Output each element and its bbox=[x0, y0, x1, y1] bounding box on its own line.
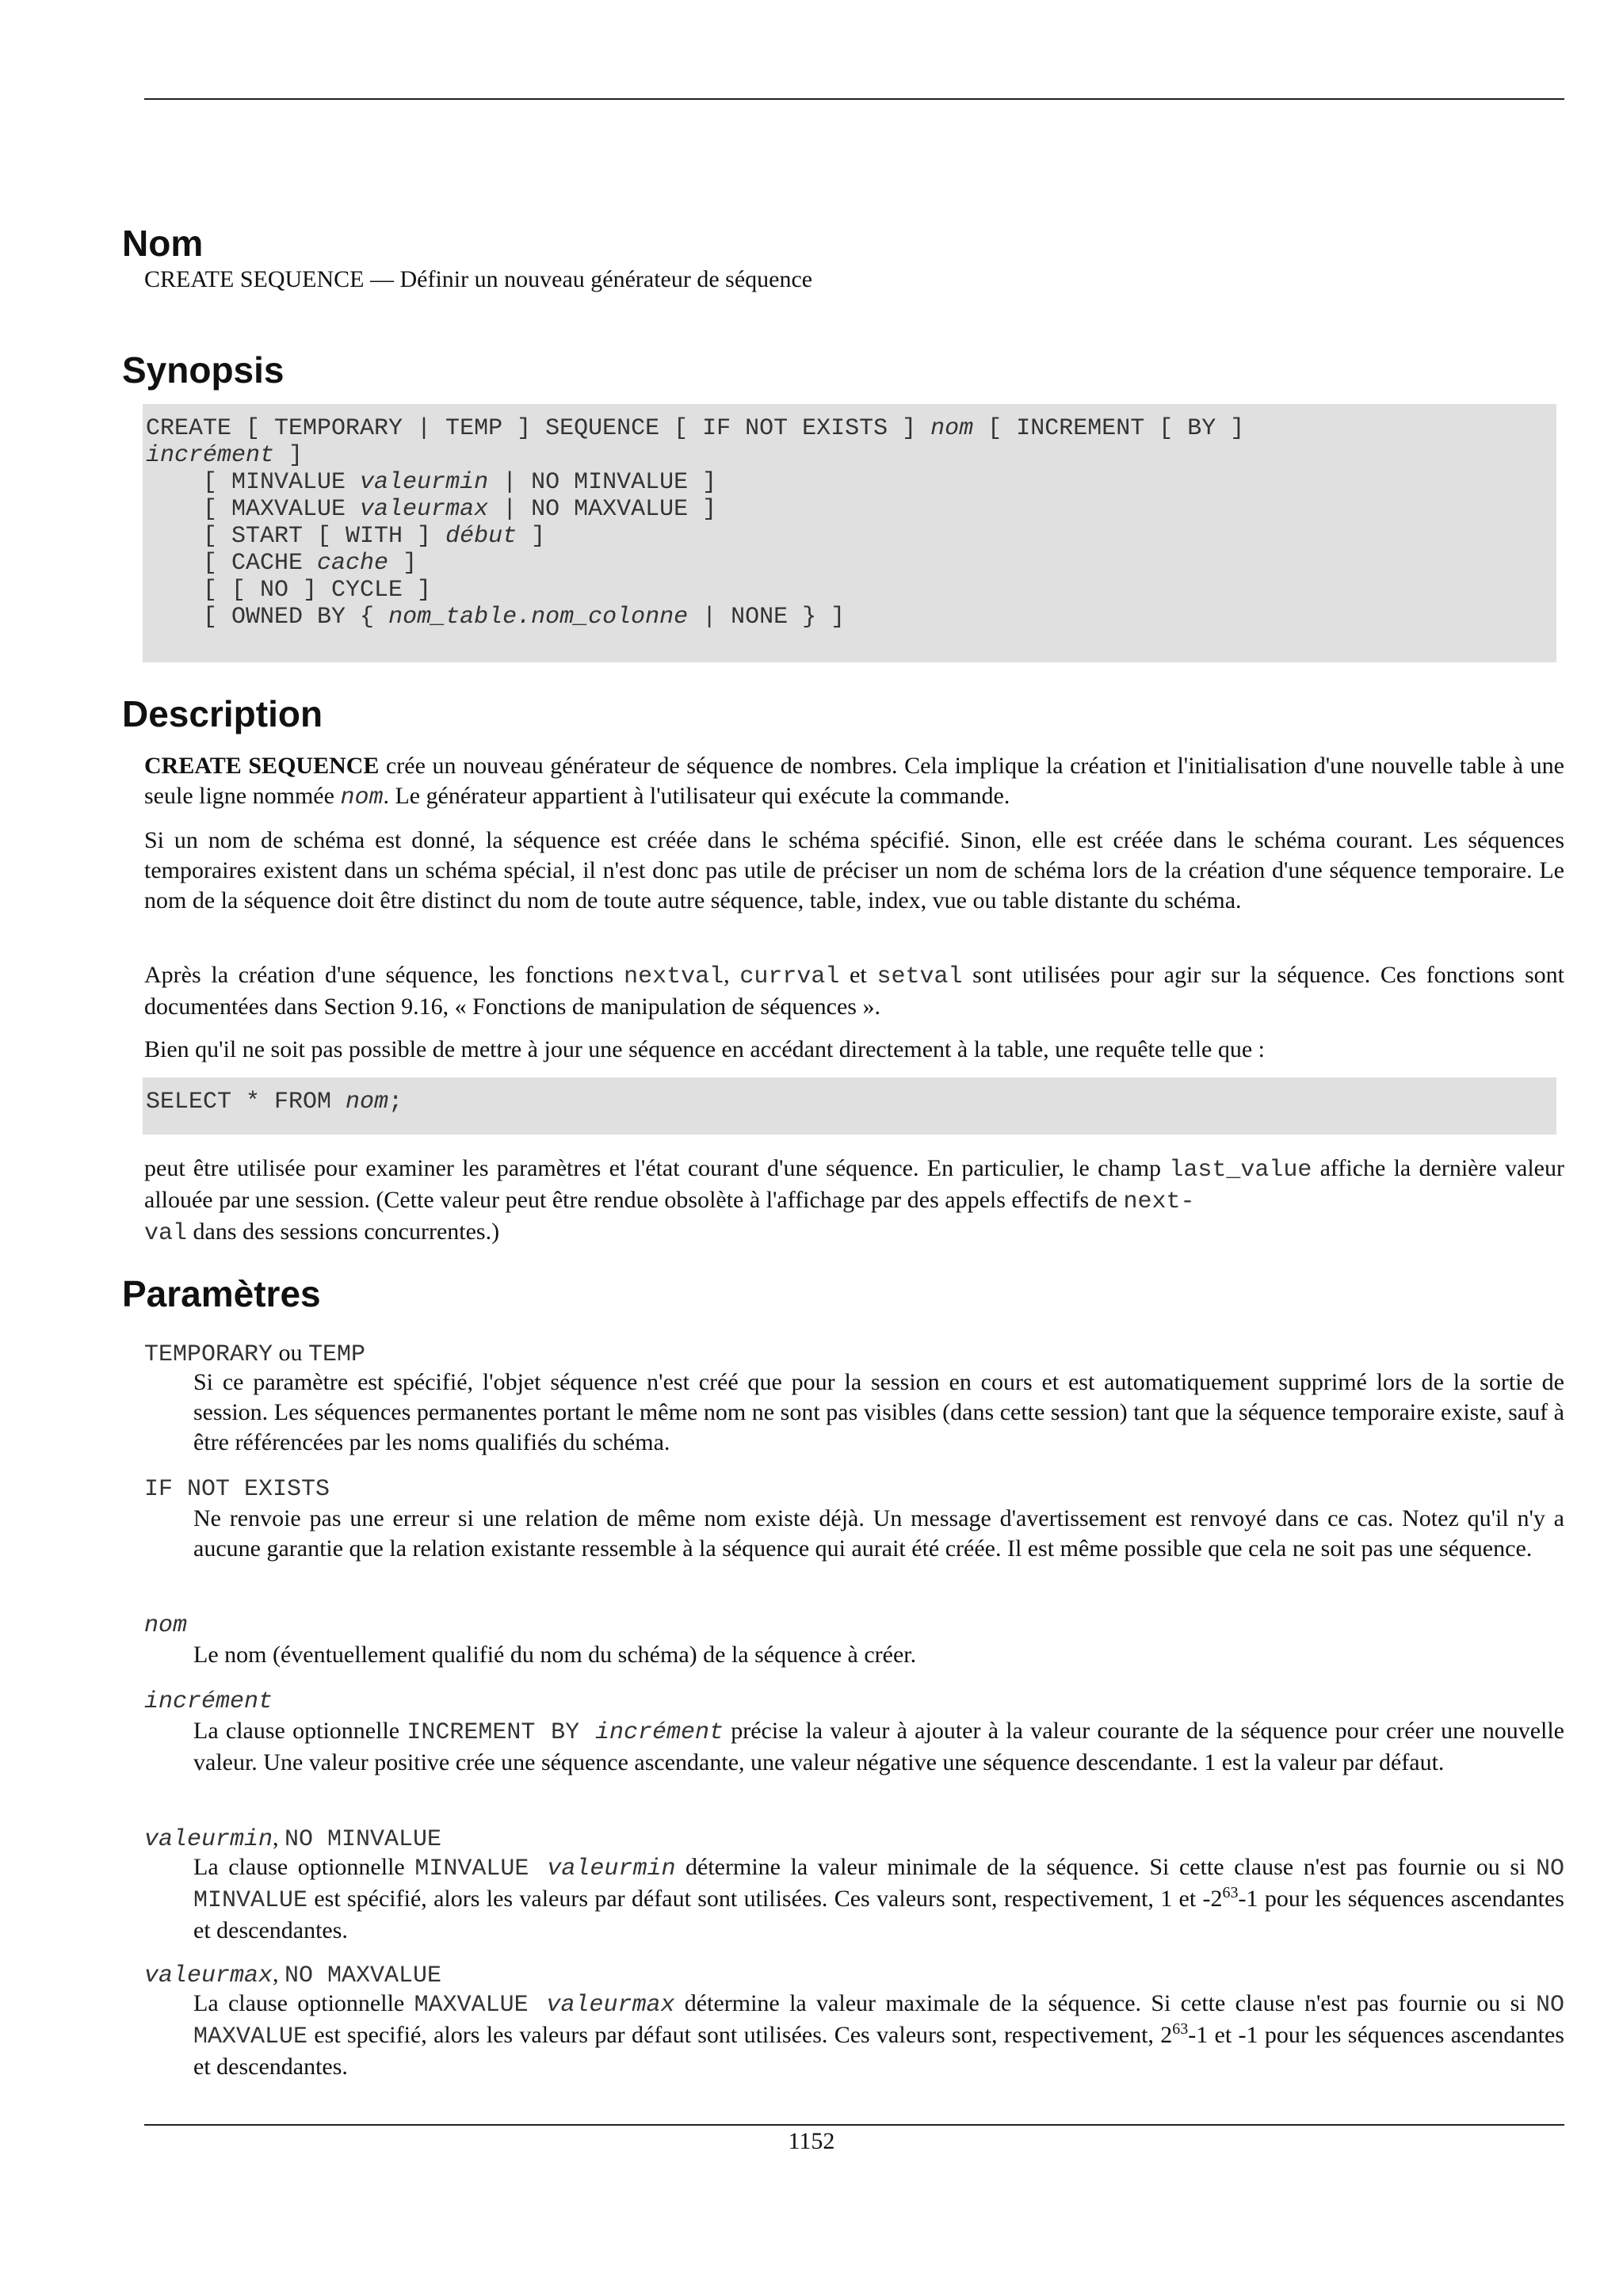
term-code: valeurmin bbox=[144, 1826, 273, 1853]
term-code: valeurmax bbox=[144, 1962, 273, 1989]
code-run: [ MAXVALUE bbox=[146, 496, 361, 523]
text-run: , bbox=[724, 962, 740, 988]
code-placeholder: valeurmax bbox=[360, 496, 489, 523]
text-run: . Le générateur appartient à l'utilisateur qui exécute la commande. bbox=[383, 783, 1010, 809]
inline-code: nextval bbox=[624, 963, 724, 990]
superscript: 63 bbox=[1172, 2020, 1189, 2038]
synopsis-line bbox=[146, 523, 545, 550]
synopsis-line bbox=[146, 415, 1244, 442]
text-run: précise la valeur à ajouter à la valeur courante de la séquence pour créer une nouvelle valeur. Une valeur positive crée une séquence ascendante, une valeur négative une séquence descendante. 1 est la valeur par défaut. bbox=[193, 1718, 1564, 1775]
code-run: [ INCREMENT [ BY ] bbox=[973, 415, 1245, 442]
description-paragraph-5 bbox=[144, 1154, 1564, 1249]
footer-rule bbox=[144, 2124, 1564, 2126]
term-separator: , bbox=[273, 1825, 285, 1851]
param-def-valeurmax bbox=[193, 1989, 1564, 2082]
inline-code: INCREMENT BY bbox=[407, 1719, 595, 1746]
code-run: ] bbox=[388, 550, 418, 577]
synopsis-code bbox=[146, 415, 1556, 631]
code-run: ; bbox=[388, 1089, 403, 1116]
text-run: dans des sessions concurrentes.) bbox=[187, 1219, 500, 1245]
inline-code: last_value bbox=[1169, 1157, 1312, 1184]
code-run: ] bbox=[274, 442, 304, 469]
term-code: incrément bbox=[144, 1688, 273, 1715]
term-code: NO MINVALUE bbox=[285, 1826, 442, 1853]
page-number: 1152 bbox=[788, 2128, 835, 2154]
select-code-block bbox=[143, 1077, 1556, 1135]
description-paragraph-2: Si un nom de schéma est donné, la séquence est créée dans le schéma spécifié. Sinon, elle est créée dans le schéma courant. Les séquences temporaires existent dans un schéma spécial, il n'est donc pas utile de préciser un nom de schéma lors de la création d'une séquence temporaire. Le nom de la séquence doit être distinct du nom de toute autre séquence, table, index, vue ou table distante du schéma. bbox=[144, 827, 1564, 913]
term-code: TEMP bbox=[308, 1341, 366, 1368]
code-placeholder: incrément bbox=[146, 442, 275, 469]
text-run: La clause optionnelle bbox=[193, 1718, 407, 1744]
inline-code: incrément bbox=[594, 1719, 724, 1746]
code-run: | NO MINVALUE ] bbox=[488, 469, 717, 496]
text-run: peut être utilisée pour examiner les paramètres et l'état courant d'une séquence. En particulier, le champ bbox=[144, 1155, 1170, 1181]
description-paragraph-3 bbox=[144, 960, 1564, 1022]
heading-parametres: Paramètres bbox=[122, 1273, 321, 1314]
heading-description: Description bbox=[122, 693, 323, 734]
description-paragraph-4: Bien qu'il ne soit pas possible de mettre à jour une séquence en accédant directement à la table, une requête telle que : bbox=[144, 1036, 1266, 1062]
text-run: et bbox=[839, 962, 877, 988]
synopsis-line bbox=[146, 604, 845, 631]
superscript: 63 bbox=[1222, 1884, 1239, 1901]
nom-text: CREATE SEQUENCE — Définir un nouveau générateur de séquence bbox=[144, 266, 813, 292]
code-placeholder: nom bbox=[930, 415, 974, 442]
code-italic: nom bbox=[346, 1089, 389, 1116]
text-run: détermine la valeur minimale de la séquence. Si cette clause n'est pas fournie ou si bbox=[675, 1854, 1536, 1880]
text-run: -1 pour les séquences ascendantes et descendantes. bbox=[193, 1886, 1564, 1943]
code-run: | NONE } ] bbox=[688, 604, 846, 631]
inline-code: setval bbox=[876, 963, 963, 990]
code-run: | NO MAXVALUE ] bbox=[488, 496, 717, 523]
param-term-valeurmin bbox=[144, 1824, 441, 1854]
param-term-increment bbox=[144, 1688, 273, 1716]
code-run: [ START [ WITH ] bbox=[146, 523, 446, 550]
text-run: La clause optionnelle bbox=[193, 1854, 415, 1880]
inline-code: NO MAXVALUE bbox=[193, 1992, 1564, 2050]
text-run: crée un nouveau générateur de séquence de nombres. Cela implique la création et l'initialisation d'une nouvelle table à une seule ligne nommée bbox=[144, 753, 1565, 809]
inline-code: valeurmin bbox=[547, 1855, 676, 1882]
param-term-valeurmax bbox=[144, 1960, 441, 1990]
text-run: -1 et -1 pour les séquences ascendantes et descendantes. bbox=[193, 2022, 1564, 2080]
synopsis-line bbox=[146, 550, 417, 577]
param-term-nom bbox=[144, 1611, 187, 1640]
code-placeholder: cache bbox=[317, 550, 389, 577]
inline-code: next- bbox=[1123, 1188, 1195, 1215]
text-run: affiche la dernière valeur allouée par une session. (Cette valeur peut être rendue obsolète à l'affichage par des appels effectifs de bbox=[144, 1155, 1564, 1213]
synopsis-line bbox=[146, 496, 716, 523]
param-def-if-not-exists: Ne renvoie pas une erreur si une relation de même nom existe déjà. Un message d'avertissement est renvoyé dans ce cas. Notez qu'il n'y a aucune garantie que la relation existante ressemble à la séquence qui aurait été créée. Il est même possible que cela ne soit pas une séquence. bbox=[193, 1505, 1564, 1562]
param-def-valeurmin bbox=[193, 1852, 1564, 1946]
text-run: La clause optionnelle bbox=[193, 1990, 414, 2016]
code-run: ] bbox=[517, 523, 546, 550]
heading-synopsis: Synopsis bbox=[122, 349, 285, 391]
inline-code: MAXVALUE bbox=[414, 1992, 547, 2019]
code-placeholder: nom_table.nom_colonne bbox=[388, 604, 689, 631]
code-run: [ MINVALUE bbox=[146, 469, 361, 496]
inline-code: valeurmax bbox=[546, 1992, 675, 2019]
inline-code: NO MINVALUE bbox=[193, 1855, 1564, 1914]
text-run: est spécifié, alors les valeurs par défaut sont utilisées. Ces valeurs sont, respectivement, 1 et -2 bbox=[307, 1886, 1223, 1912]
inline-code: val bbox=[144, 1220, 188, 1247]
code-run: SELECT * FROM bbox=[146, 1089, 346, 1116]
param-def-increment bbox=[193, 1716, 1564, 1778]
term-code: TEMPORARY bbox=[144, 1341, 273, 1368]
param-term-if-not-exists: IF NOT EXISTS bbox=[144, 1476, 330, 1503]
code-run: [ CACHE bbox=[146, 550, 318, 577]
heading-nom: Nom bbox=[122, 223, 204, 264]
inline-code: currval bbox=[739, 963, 840, 990]
synopsis-line bbox=[146, 442, 303, 469]
code-run: [ [ NO ] CYCLE ] bbox=[146, 577, 432, 604]
command-name: CREATE SEQUENCE bbox=[144, 753, 380, 779]
param-def-nom: Le nom (éventuellement qualifié du nom du schéma) de la séquence à créer. bbox=[193, 1642, 917, 1668]
header-rule bbox=[144, 98, 1564, 100]
synopsis-line bbox=[146, 469, 716, 496]
synopsis-line bbox=[146, 577, 431, 604]
description-paragraph-1 bbox=[144, 751, 1564, 813]
inline-code: nom bbox=[340, 784, 384, 811]
text-run: sont utilisées pour agir sur la séquence. Ces fonctions sont documentées dans Section 9.16, « Fonctions de manipulation de séquences ». bbox=[144, 962, 1565, 1020]
code-placeholder: début bbox=[445, 523, 517, 550]
select-code bbox=[146, 1089, 1556, 1116]
term-separator: , bbox=[273, 1961, 285, 1987]
code-run: [ OWNED BY { bbox=[146, 604, 389, 631]
text-run: détermine la valeur maximale de la séquence. Si cette clause n'est pas fournie ou si bbox=[674, 1990, 1536, 2016]
text-run: est specifié, alors les valeurs par défaut sont utilisées. Ces valeurs sont, respectivement, 2 bbox=[307, 2022, 1173, 2048]
term-separator: ou bbox=[273, 1340, 309, 1366]
text-run: Après la création d'une séquence, les fonctions bbox=[144, 962, 624, 988]
synopsis-code-block bbox=[143, 404, 1556, 662]
param-def-temporary: Si ce paramètre est spécifié, l'objet séquence n'est créé que pour la session en cours et est automatiquement supprimé lors de la sortie de session. Les séquences permanentes portant le même nom ne sont pas visibles (dans cette session) tant que la séquence temporaire existe, sauf à être référencées par les noms qualifiés du schéma. bbox=[193, 1369, 1564, 1455]
code-placeholder: valeurmin bbox=[360, 469, 489, 496]
term-code: nom bbox=[144, 1612, 188, 1639]
param-term-temporary bbox=[144, 1339, 365, 1369]
inline-code: MINVALUE bbox=[414, 1855, 548, 1882]
code-run: CREATE [ TEMPORARY | TEMP ] SEQUENCE [ IF NOT EXISTS ] bbox=[146, 415, 931, 442]
term-code: NO MAXVALUE bbox=[285, 1962, 442, 1989]
